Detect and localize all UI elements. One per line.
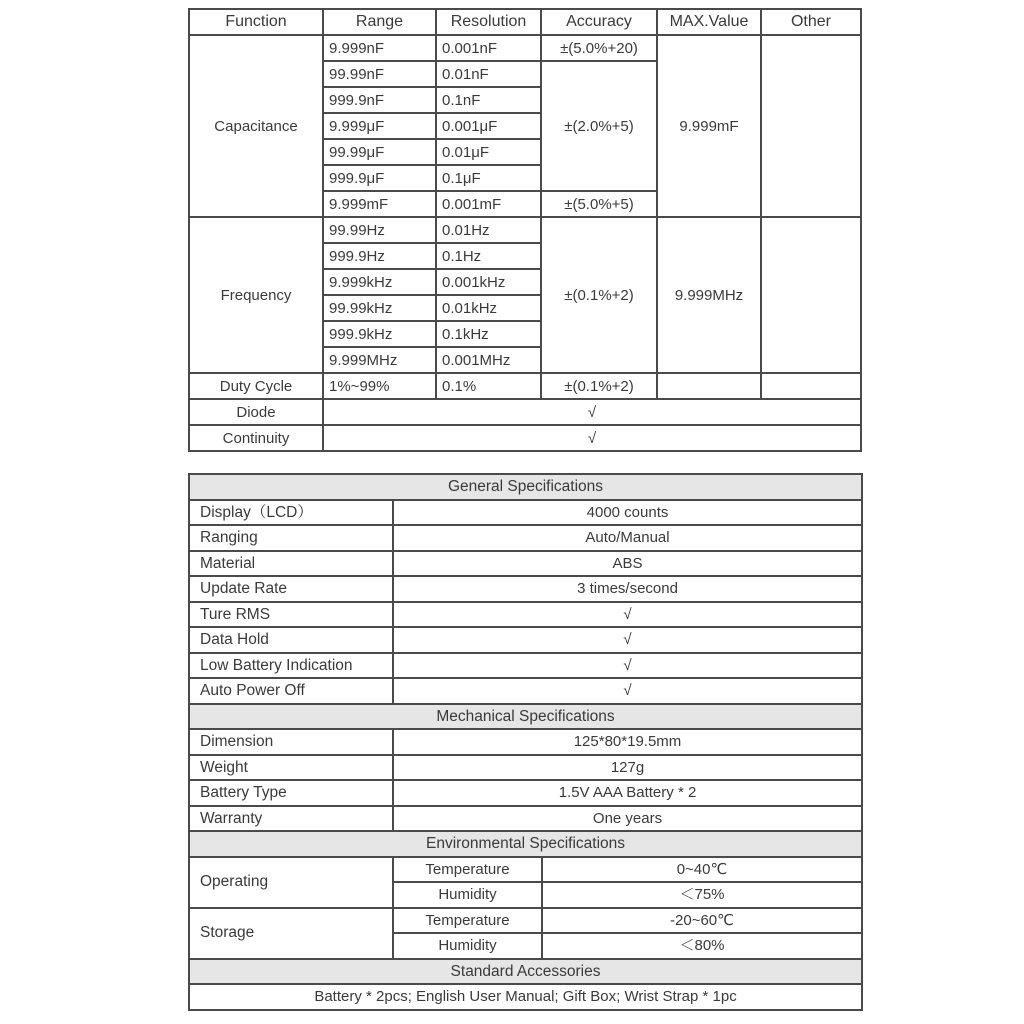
table-row [189, 653, 862, 679]
storage-label: Storage [189, 908, 393, 959]
max-value-capacitance: 9.999mF [657, 35, 761, 217]
spec-label: Ture RMS [189, 602, 393, 628]
resolution-cell: 0.001kHz [436, 269, 541, 295]
accessories-list: Battery * 2pcs; English User Manual; Gift Box; Wrist Strap * 1pc [189, 984, 862, 1010]
resolution-cell: 0.001mF [436, 191, 541, 217]
range-cell: 9.999MHz [323, 347, 436, 373]
function-capacitance: Capacitance [189, 35, 323, 217]
accuracy-cell: ±(0.1%+2) [541, 373, 657, 399]
table-row [189, 399, 861, 425]
spec-value: 3 times/second [393, 576, 862, 602]
general-spec-table [188, 473, 863, 1011]
table-row [189, 35, 861, 61]
table-row [189, 806, 862, 832]
table-row [189, 984, 862, 1010]
table-row [189, 857, 862, 883]
spec-label: Battery Type [189, 780, 393, 806]
spec-value: 4000 counts [393, 500, 862, 526]
measurement-spec-table [188, 8, 862, 452]
other-capacitance [761, 35, 861, 217]
spec-label: Ranging [189, 525, 393, 551]
range-cell: 999.9nF [323, 87, 436, 113]
range-cell: 9.999kHz [323, 269, 436, 295]
resolution-cell: 0.01nF [436, 61, 541, 87]
spec-label: Display（LCD） [189, 500, 393, 526]
temperature-label: Temperature [393, 908, 542, 934]
range-cell: 99.99kHz [323, 295, 436, 321]
section-header [189, 959, 862, 985]
table-row [189, 373, 861, 399]
resolution-cell: 0.01kHz [436, 295, 541, 321]
spec-value: 125*80*19.5mm [393, 729, 862, 755]
spec-value: One years [393, 806, 862, 832]
operating-temperature-value: 0~40℃ [542, 857, 862, 883]
table-row [189, 576, 862, 602]
range-cell: 99.99nF [323, 61, 436, 87]
spec-label: Update Rate [189, 576, 393, 602]
accuracy-frequency: ±(0.1%+2) [541, 217, 657, 373]
standard-accessories-title: Standard Accessories [189, 959, 862, 985]
table-row [189, 729, 862, 755]
header-range: Range [323, 9, 436, 35]
header-other: Other [761, 9, 861, 35]
resolution-cell: 0.001μF [436, 113, 541, 139]
range-cell: 99.99μF [323, 139, 436, 165]
range-cell: 9.999μF [323, 113, 436, 139]
check-mark: √ [323, 399, 861, 425]
table-row [189, 678, 862, 704]
table-row [189, 908, 862, 934]
table-row [189, 217, 861, 243]
mechanical-specifications-title: Mechanical Specifications [189, 704, 862, 730]
range-cell: 9.999nF [323, 35, 436, 61]
storage-humidity-value: ＜80% [542, 933, 862, 959]
resolution-cell: 0.1Hz [436, 243, 541, 269]
table-row [189, 627, 862, 653]
humidity-label: Humidity [393, 933, 542, 959]
resolution-cell: 0.01Hz [436, 217, 541, 243]
check-mark: √ [393, 653, 862, 679]
spec-label: Material [189, 551, 393, 577]
spec-value: Auto/Manual [393, 525, 862, 551]
spec-label: Low Battery Indication [189, 653, 393, 679]
resolution-cell: 0.1kHz [436, 321, 541, 347]
check-mark: √ [393, 678, 862, 704]
check-mark: √ [323, 425, 861, 451]
check-mark: √ [393, 627, 862, 653]
operating-label: Operating [189, 857, 393, 908]
spec-label: Data Hold [189, 627, 393, 653]
function-diode: Diode [189, 399, 323, 425]
spec-label: Weight [189, 755, 393, 781]
max-value-frequency: 9.999MHz [657, 217, 761, 373]
spec-label: Dimension [189, 729, 393, 755]
table-row [189, 425, 861, 451]
header-function: Function [189, 9, 323, 35]
table-row [189, 602, 862, 628]
header-resolution: Resolution [436, 9, 541, 35]
range-cell: 999.9Hz [323, 243, 436, 269]
accuracy-cell: ±(2.0%+5) [541, 61, 657, 191]
max-value-cell [657, 373, 761, 399]
spec-value: 127g [393, 755, 862, 781]
temperature-label: Temperature [393, 857, 542, 883]
table-row [189, 780, 862, 806]
accuracy-cell: ±(5.0%+20) [541, 35, 657, 61]
range-cell: 1%~99% [323, 373, 436, 399]
range-cell: 999.9kHz [323, 321, 436, 347]
environmental-specifications-title: Environmental Specifications [189, 831, 862, 857]
humidity-label: Humidity [393, 882, 542, 908]
table-row [189, 755, 862, 781]
other-frequency [761, 217, 861, 373]
range-cell: 9.999mF [323, 191, 436, 217]
range-cell: 99.99Hz [323, 217, 436, 243]
table-row [189, 525, 862, 551]
resolution-cell: 0.1% [436, 373, 541, 399]
table-row [189, 551, 862, 577]
function-duty-cycle: Duty Cycle [189, 373, 323, 399]
resolution-cell: 0.01μF [436, 139, 541, 165]
resolution-cell: 0.1nF [436, 87, 541, 113]
spec-value: 1.5V AAA Battery * 2 [393, 780, 862, 806]
storage-temperature-value: -20~60℃ [542, 908, 862, 934]
spec-label: Auto Power Off [189, 678, 393, 704]
section-header [189, 831, 862, 857]
other-cell [761, 373, 861, 399]
general-specifications-title: General Specifications [189, 474, 862, 500]
section-header [189, 474, 862, 500]
header-row [189, 9, 861, 35]
resolution-cell: 0.001MHz [436, 347, 541, 373]
spec-label: Warranty [189, 806, 393, 832]
function-frequency: Frequency [189, 217, 323, 373]
section-header [189, 704, 862, 730]
accuracy-cell: ±(5.0%+5) [541, 191, 657, 217]
check-mark: √ [393, 602, 862, 628]
resolution-cell: 0.1μF [436, 165, 541, 191]
header-accuracy: Accuracy [541, 9, 657, 35]
range-cell: 999.9μF [323, 165, 436, 191]
operating-humidity-value: ＜75% [542, 882, 862, 908]
spec-value: ABS [393, 551, 862, 577]
header-max-value: MAX.Value [657, 9, 761, 35]
table-row [189, 500, 862, 526]
function-continuity: Continuity [189, 425, 323, 451]
resolution-cell: 0.001nF [436, 35, 541, 61]
